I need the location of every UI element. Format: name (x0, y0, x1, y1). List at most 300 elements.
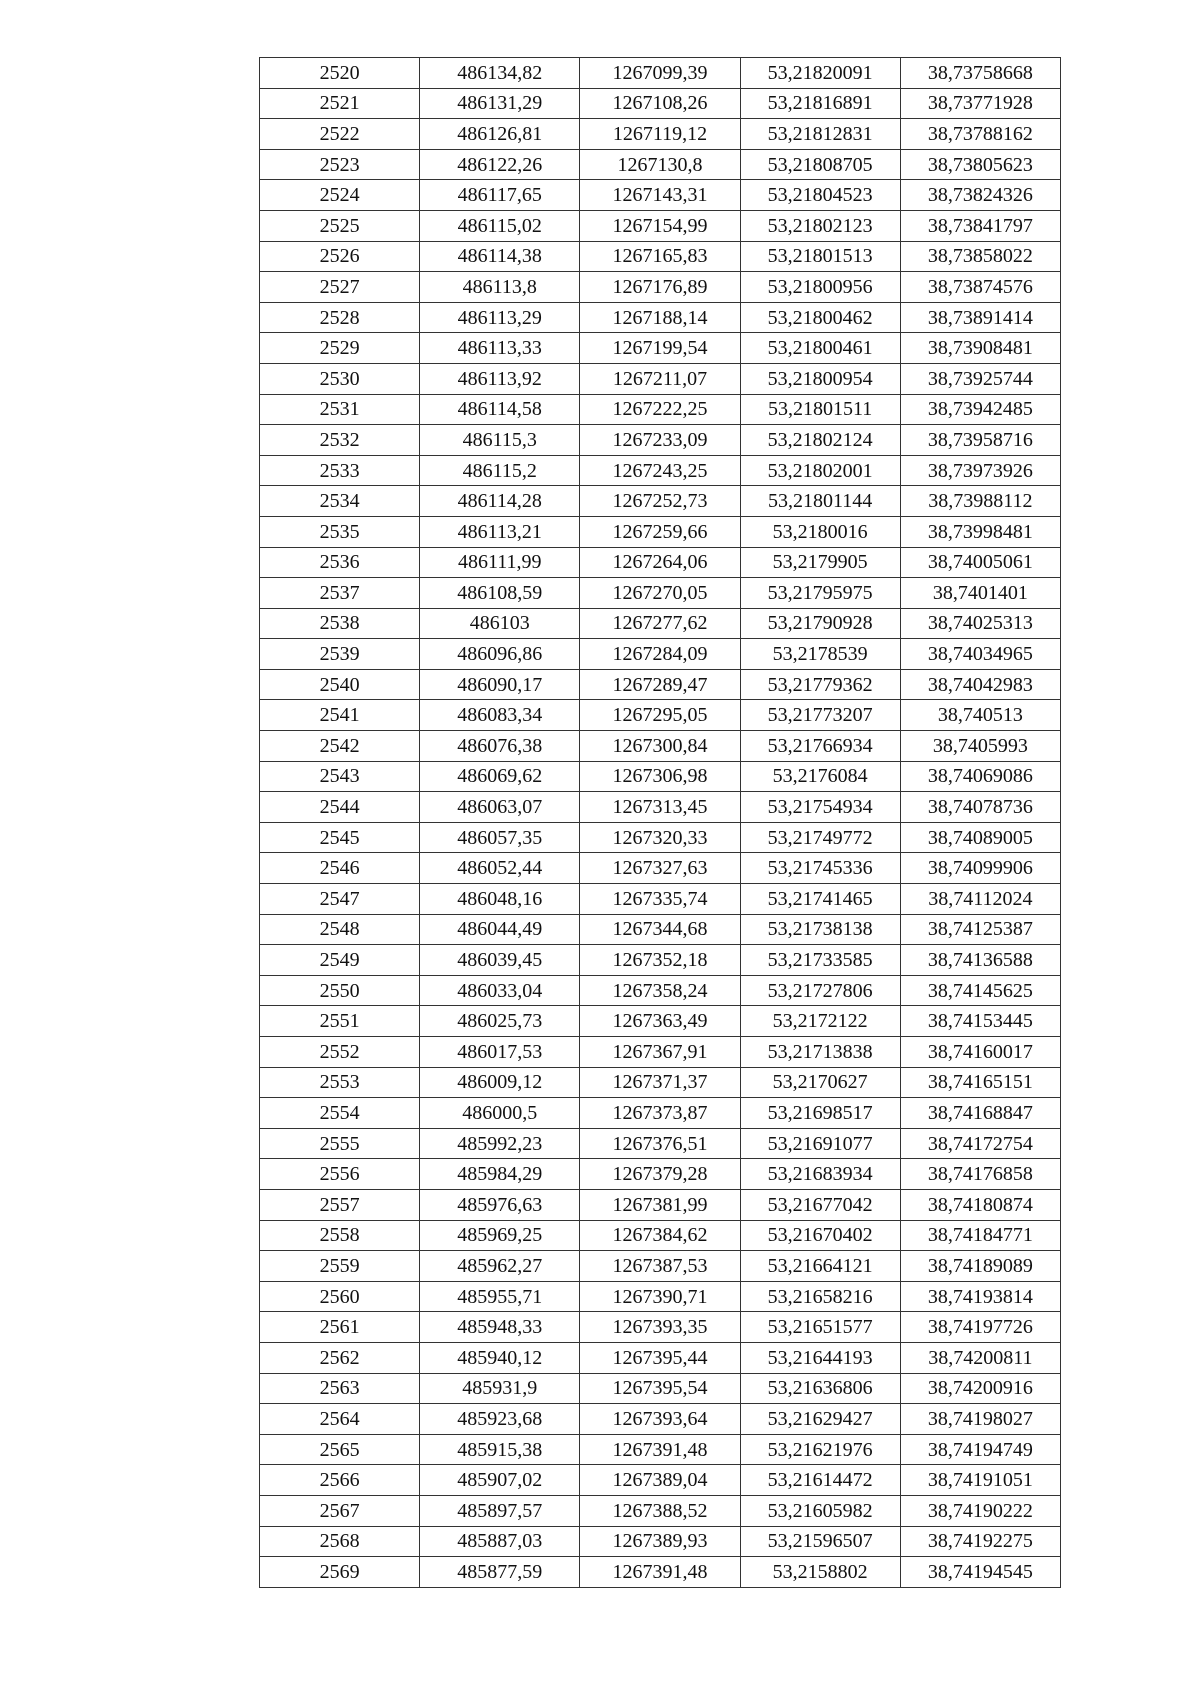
point-number-cell: 2561 (260, 1312, 420, 1343)
point-number-cell: 2568 (260, 1526, 420, 1557)
latitude-cell: 53,21779362 (740, 669, 900, 700)
point-number-cell: 2560 (260, 1281, 420, 1312)
longitude-cell: 38,73908481 (900, 333, 1060, 364)
y-coordinate-cell: 1267176,89 (580, 272, 740, 303)
latitude-cell: 53,21670402 (740, 1220, 900, 1251)
point-number-cell: 2530 (260, 363, 420, 394)
longitude-cell: 38,74198027 (900, 1404, 1060, 1435)
point-number-cell: 2534 (260, 486, 420, 517)
latitude-cell: 53,21800954 (740, 363, 900, 394)
latitude-cell: 53,2172122 (740, 1006, 900, 1037)
longitude-cell: 38,74176858 (900, 1159, 1060, 1190)
y-coordinate-cell: 1267379,28 (580, 1159, 740, 1190)
y-coordinate-cell: 1267259,66 (580, 516, 740, 547)
longitude-cell: 38,73958716 (900, 425, 1060, 456)
point-number-cell: 2558 (260, 1220, 420, 1251)
table-row (260, 700, 1061, 731)
y-coordinate-cell: 1267390,71 (580, 1281, 740, 1312)
y-coordinate-cell: 1267358,24 (580, 975, 740, 1006)
y-coordinate-cell: 1267352,18 (580, 945, 740, 976)
point-number-cell: 2527 (260, 272, 420, 303)
point-number-cell: 2524 (260, 180, 420, 211)
latitude-cell: 53,21802124 (740, 425, 900, 456)
x-coordinate-cell: 486009,12 (420, 1067, 580, 1098)
y-coordinate-cell: 1267320,33 (580, 822, 740, 853)
point-number-cell: 2539 (260, 639, 420, 670)
x-coordinate-cell: 485940,12 (420, 1342, 580, 1373)
point-number-cell: 2546 (260, 853, 420, 884)
y-coordinate-cell: 1267395,54 (580, 1373, 740, 1404)
x-coordinate-cell: 486114,38 (420, 241, 580, 272)
longitude-cell: 38,74112024 (900, 884, 1060, 915)
table-row (260, 945, 1061, 976)
longitude-cell: 38,74184771 (900, 1220, 1060, 1251)
x-coordinate-cell: 486000,5 (420, 1098, 580, 1129)
y-coordinate-cell: 1267295,05 (580, 700, 740, 731)
point-number-cell: 2554 (260, 1098, 420, 1129)
y-coordinate-cell: 1267233,09 (580, 425, 740, 456)
point-number-cell: 2525 (260, 210, 420, 241)
point-number-cell: 2540 (260, 669, 420, 700)
latitude-cell: 53,21812831 (740, 119, 900, 150)
y-coordinate-cell: 1267108,26 (580, 88, 740, 119)
x-coordinate-cell: 486044,49 (420, 914, 580, 945)
latitude-cell: 53,21651577 (740, 1312, 900, 1343)
latitude-cell: 53,21804523 (740, 180, 900, 211)
table-row (260, 578, 1061, 609)
x-coordinate-cell: 486115,02 (420, 210, 580, 241)
latitude-cell: 53,21801144 (740, 486, 900, 517)
point-number-cell: 2552 (260, 1037, 420, 1068)
table-row (260, 914, 1061, 945)
longitude-cell: 38,74200811 (900, 1342, 1060, 1373)
x-coordinate-cell: 486126,81 (420, 119, 580, 150)
table-row (260, 639, 1061, 670)
point-number-cell: 2521 (260, 88, 420, 119)
x-coordinate-cell: 486122,26 (420, 149, 580, 180)
point-number-cell: 2565 (260, 1434, 420, 1465)
y-coordinate-cell: 1267395,44 (580, 1342, 740, 1373)
x-coordinate-cell: 486114,28 (420, 486, 580, 517)
longitude-cell: 38,74089005 (900, 822, 1060, 853)
latitude-cell: 53,21629427 (740, 1404, 900, 1435)
y-coordinate-cell: 1267381,99 (580, 1189, 740, 1220)
point-number-cell: 2523 (260, 149, 420, 180)
latitude-cell: 53,21677042 (740, 1189, 900, 1220)
longitude-cell: 38,7401401 (900, 578, 1060, 609)
x-coordinate-cell: 486069,62 (420, 761, 580, 792)
coordinates-table (259, 57, 1061, 1588)
x-coordinate-cell: 485931,9 (420, 1373, 580, 1404)
table-row (260, 761, 1061, 792)
longitude-cell: 38,74180874 (900, 1189, 1060, 1220)
y-coordinate-cell: 1267367,91 (580, 1037, 740, 1068)
longitude-cell: 38,73858022 (900, 241, 1060, 272)
longitude-cell: 38,74194749 (900, 1434, 1060, 1465)
point-number-cell: 2545 (260, 822, 420, 853)
point-number-cell: 2566 (260, 1465, 420, 1496)
y-coordinate-cell: 1267363,49 (580, 1006, 740, 1037)
table-row (260, 853, 1061, 884)
table-row (260, 1159, 1061, 1190)
latitude-cell: 53,21745336 (740, 853, 900, 884)
point-number-cell: 2551 (260, 1006, 420, 1037)
latitude-cell: 53,21636806 (740, 1373, 900, 1404)
table-row (260, 180, 1061, 211)
point-number-cell: 2557 (260, 1189, 420, 1220)
latitude-cell: 53,21741465 (740, 884, 900, 915)
x-coordinate-cell: 486117,65 (420, 180, 580, 211)
longitude-cell: 38,73805623 (900, 149, 1060, 180)
x-coordinate-cell: 486115,3 (420, 425, 580, 456)
table-row (260, 88, 1061, 119)
latitude-cell: 53,21621976 (740, 1434, 900, 1465)
table-row (260, 975, 1061, 1006)
longitude-cell: 38,74172754 (900, 1128, 1060, 1159)
table-row (260, 792, 1061, 823)
x-coordinate-cell: 486113,33 (420, 333, 580, 364)
latitude-cell: 53,21691077 (740, 1128, 900, 1159)
latitude-cell: 53,21605982 (740, 1495, 900, 1526)
latitude-cell: 53,21713838 (740, 1037, 900, 1068)
x-coordinate-cell: 486025,73 (420, 1006, 580, 1037)
table-row (260, 210, 1061, 241)
x-coordinate-cell: 486090,17 (420, 669, 580, 700)
table-row (260, 1037, 1061, 1068)
y-coordinate-cell: 1267222,25 (580, 394, 740, 425)
x-coordinate-cell: 486113,8 (420, 272, 580, 303)
latitude-cell: 53,21738138 (740, 914, 900, 945)
x-coordinate-cell: 486115,2 (420, 455, 580, 486)
table-row (260, 1526, 1061, 1557)
x-coordinate-cell: 486134,82 (420, 58, 580, 89)
x-coordinate-cell: 486114,58 (420, 394, 580, 425)
point-number-cell: 2559 (260, 1251, 420, 1282)
y-coordinate-cell: 1267373,87 (580, 1098, 740, 1129)
y-coordinate-cell: 1267289,47 (580, 669, 740, 700)
longitude-cell: 38,74153445 (900, 1006, 1060, 1037)
x-coordinate-cell: 485948,33 (420, 1312, 580, 1343)
table-row (260, 394, 1061, 425)
latitude-cell: 53,2180016 (740, 516, 900, 547)
table-row (260, 1128, 1061, 1159)
longitude-cell: 38,74034965 (900, 639, 1060, 670)
y-coordinate-cell: 1267391,48 (580, 1434, 740, 1465)
longitude-cell: 38,73973926 (900, 455, 1060, 486)
y-coordinate-cell: 1267384,62 (580, 1220, 740, 1251)
latitude-cell: 53,21766934 (740, 731, 900, 762)
table-row (260, 731, 1061, 762)
latitude-cell: 53,21683934 (740, 1159, 900, 1190)
latitude-cell: 53,21754934 (740, 792, 900, 823)
point-number-cell: 2543 (260, 761, 420, 792)
latitude-cell: 53,21800461 (740, 333, 900, 364)
point-number-cell: 2528 (260, 302, 420, 333)
table-row (260, 149, 1061, 180)
y-coordinate-cell: 1267387,53 (580, 1251, 740, 1282)
x-coordinate-cell: 485992,23 (420, 1128, 580, 1159)
latitude-cell: 53,21802123 (740, 210, 900, 241)
x-coordinate-cell: 485969,25 (420, 1220, 580, 1251)
point-number-cell: 2569 (260, 1557, 420, 1588)
y-coordinate-cell: 1267119,12 (580, 119, 740, 150)
longitude-cell: 38,73988112 (900, 486, 1060, 517)
table-row (260, 547, 1061, 578)
longitude-cell: 38,73771928 (900, 88, 1060, 119)
table-row (260, 1404, 1061, 1435)
x-coordinate-cell: 486113,92 (420, 363, 580, 394)
latitude-cell: 53,21644193 (740, 1342, 900, 1373)
latitude-cell: 53,21698517 (740, 1098, 900, 1129)
longitude-cell: 38,73998481 (900, 516, 1060, 547)
longitude-cell: 38,73942485 (900, 394, 1060, 425)
y-coordinate-cell: 1267376,51 (580, 1128, 740, 1159)
table-row (260, 486, 1061, 517)
x-coordinate-cell: 486033,04 (420, 975, 580, 1006)
point-number-cell: 2526 (260, 241, 420, 272)
y-coordinate-cell: 1267327,63 (580, 853, 740, 884)
table-row (260, 1465, 1061, 1496)
point-number-cell: 2542 (260, 731, 420, 762)
x-coordinate-cell: 485923,68 (420, 1404, 580, 1435)
longitude-cell: 38,74192275 (900, 1526, 1060, 1557)
table-row (260, 1434, 1061, 1465)
table-row (260, 1342, 1061, 1373)
longitude-cell: 38,74099906 (900, 853, 1060, 884)
table-row (260, 119, 1061, 150)
longitude-cell: 38,73925744 (900, 363, 1060, 394)
table-row (260, 1067, 1061, 1098)
longitude-cell: 38,74197726 (900, 1312, 1060, 1343)
longitude-cell: 38,74125387 (900, 914, 1060, 945)
table-row (260, 241, 1061, 272)
longitude-cell: 38,74191051 (900, 1465, 1060, 1496)
x-coordinate-cell: 486039,45 (420, 945, 580, 976)
latitude-cell: 53,21820091 (740, 58, 900, 89)
latitude-cell: 53,21733585 (740, 945, 900, 976)
longitude-cell: 38,74194545 (900, 1557, 1060, 1588)
table-row (260, 1251, 1061, 1282)
longitude-cell: 38,73788162 (900, 119, 1060, 150)
latitude-cell: 53,21727806 (740, 975, 900, 1006)
y-coordinate-cell: 1267188,14 (580, 302, 740, 333)
point-number-cell: 2549 (260, 945, 420, 976)
y-coordinate-cell: 1267165,83 (580, 241, 740, 272)
x-coordinate-cell: 486017,53 (420, 1037, 580, 1068)
latitude-cell: 53,21773207 (740, 700, 900, 731)
longitude-cell: 38,74145625 (900, 975, 1060, 1006)
latitude-cell: 53,21808705 (740, 149, 900, 180)
point-number-cell: 2522 (260, 119, 420, 150)
latitude-cell: 53,21800956 (740, 272, 900, 303)
longitude-cell: 38,73891414 (900, 302, 1060, 333)
y-coordinate-cell: 1267252,73 (580, 486, 740, 517)
table-row (260, 1557, 1061, 1588)
y-coordinate-cell: 1267300,84 (580, 731, 740, 762)
y-coordinate-cell: 1267284,09 (580, 639, 740, 670)
point-number-cell: 2531 (260, 394, 420, 425)
point-number-cell: 2553 (260, 1067, 420, 1098)
latitude-cell: 53,21790928 (740, 608, 900, 639)
x-coordinate-cell: 486052,44 (420, 853, 580, 884)
table-row (260, 363, 1061, 394)
y-coordinate-cell: 1267313,45 (580, 792, 740, 823)
latitude-cell: 53,21658216 (740, 1281, 900, 1312)
point-number-cell: 2564 (260, 1404, 420, 1435)
table-row (260, 822, 1061, 853)
y-coordinate-cell: 1267243,25 (580, 455, 740, 486)
y-coordinate-cell: 1267344,68 (580, 914, 740, 945)
x-coordinate-cell: 485887,03 (420, 1526, 580, 1557)
latitude-cell: 53,21801513 (740, 241, 900, 272)
x-coordinate-cell: 486103 (420, 608, 580, 639)
point-number-cell: 2556 (260, 1159, 420, 1190)
x-coordinate-cell: 485962,27 (420, 1251, 580, 1282)
table-row (260, 1495, 1061, 1526)
point-number-cell: 2533 (260, 455, 420, 486)
x-coordinate-cell: 485907,02 (420, 1465, 580, 1496)
longitude-cell: 38,73758668 (900, 58, 1060, 89)
table-row (260, 455, 1061, 486)
x-coordinate-cell: 485897,57 (420, 1495, 580, 1526)
point-number-cell: 2535 (260, 516, 420, 547)
table-row (260, 1373, 1061, 1404)
latitude-cell: 53,21802001 (740, 455, 900, 486)
x-coordinate-cell: 486057,35 (420, 822, 580, 853)
longitude-cell: 38,74078736 (900, 792, 1060, 823)
x-coordinate-cell: 486131,29 (420, 88, 580, 119)
point-number-cell: 2536 (260, 547, 420, 578)
table-row (260, 272, 1061, 303)
x-coordinate-cell: 486113,21 (420, 516, 580, 547)
latitude-cell: 53,21816891 (740, 88, 900, 119)
y-coordinate-cell: 1267391,48 (580, 1557, 740, 1588)
x-coordinate-cell: 485955,71 (420, 1281, 580, 1312)
x-coordinate-cell: 485984,29 (420, 1159, 580, 1190)
longitude-cell: 38,7405993 (900, 731, 1060, 762)
y-coordinate-cell: 1267270,05 (580, 578, 740, 609)
coordinates-table-body (260, 58, 1061, 1588)
x-coordinate-cell: 486083,34 (420, 700, 580, 731)
x-coordinate-cell: 486063,07 (420, 792, 580, 823)
latitude-cell: 53,2179905 (740, 547, 900, 578)
y-coordinate-cell: 1267306,98 (580, 761, 740, 792)
x-coordinate-cell: 485976,63 (420, 1189, 580, 1220)
x-coordinate-cell: 486096,86 (420, 639, 580, 670)
y-coordinate-cell: 1267389,04 (580, 1465, 740, 1496)
latitude-cell: 53,21801511 (740, 394, 900, 425)
longitude-cell: 38,74165151 (900, 1067, 1060, 1098)
y-coordinate-cell: 1267199,54 (580, 333, 740, 364)
table-row (260, 608, 1061, 639)
latitude-cell: 53,21614472 (740, 1465, 900, 1496)
latitude-cell: 53,2176084 (740, 761, 900, 792)
x-coordinate-cell: 485915,38 (420, 1434, 580, 1465)
latitude-cell: 53,21795975 (740, 578, 900, 609)
table-row (260, 516, 1061, 547)
longitude-cell: 38,74193814 (900, 1281, 1060, 1312)
latitude-cell: 53,2178539 (740, 639, 900, 670)
table-row (260, 302, 1061, 333)
y-coordinate-cell: 1267277,62 (580, 608, 740, 639)
x-coordinate-cell: 486076,38 (420, 731, 580, 762)
table-row (260, 1220, 1061, 1251)
y-coordinate-cell: 1267393,64 (580, 1404, 740, 1435)
y-coordinate-cell: 1267389,93 (580, 1526, 740, 1557)
longitude-cell: 38,740513 (900, 700, 1060, 731)
point-number-cell: 2567 (260, 1495, 420, 1526)
table-row (260, 333, 1061, 364)
table-row (260, 1006, 1061, 1037)
longitude-cell: 38,74168847 (900, 1098, 1060, 1129)
x-coordinate-cell: 486113,29 (420, 302, 580, 333)
y-coordinate-cell: 1267154,99 (580, 210, 740, 241)
longitude-cell: 38,73824326 (900, 180, 1060, 211)
latitude-cell: 53,2158802 (740, 1557, 900, 1588)
latitude-cell: 53,21664121 (740, 1251, 900, 1282)
y-coordinate-cell: 1267130,8 (580, 149, 740, 180)
y-coordinate-cell: 1267335,74 (580, 884, 740, 915)
latitude-cell: 53,21800462 (740, 302, 900, 333)
longitude-cell: 38,74136588 (900, 945, 1060, 976)
point-number-cell: 2538 (260, 608, 420, 639)
x-coordinate-cell: 485877,59 (420, 1557, 580, 1588)
y-coordinate-cell: 1267211,07 (580, 363, 740, 394)
longitude-cell: 38,74005061 (900, 547, 1060, 578)
point-number-cell: 2563 (260, 1373, 420, 1404)
x-coordinate-cell: 486048,16 (420, 884, 580, 915)
longitude-cell: 38,74069086 (900, 761, 1060, 792)
longitude-cell: 38,73841797 (900, 210, 1060, 241)
longitude-cell: 38,74200916 (900, 1373, 1060, 1404)
table-row (260, 58, 1061, 89)
point-number-cell: 2555 (260, 1128, 420, 1159)
y-coordinate-cell: 1267264,06 (580, 547, 740, 578)
point-number-cell: 2544 (260, 792, 420, 823)
point-number-cell: 2520 (260, 58, 420, 89)
point-number-cell: 2548 (260, 914, 420, 945)
point-number-cell: 2550 (260, 975, 420, 1006)
point-number-cell: 2537 (260, 578, 420, 609)
longitude-cell: 38,74189089 (900, 1251, 1060, 1282)
x-coordinate-cell: 486108,59 (420, 578, 580, 609)
point-number-cell: 2562 (260, 1342, 420, 1373)
y-coordinate-cell: 1267099,39 (580, 58, 740, 89)
y-coordinate-cell: 1267143,31 (580, 180, 740, 211)
y-coordinate-cell: 1267371,37 (580, 1067, 740, 1098)
latitude-cell: 53,21749772 (740, 822, 900, 853)
table-row (260, 1312, 1061, 1343)
latitude-cell: 53,2170627 (740, 1067, 900, 1098)
table-row (260, 1189, 1061, 1220)
x-coordinate-cell: 486111,99 (420, 547, 580, 578)
longitude-cell: 38,73874576 (900, 272, 1060, 303)
table-row (260, 1281, 1061, 1312)
point-number-cell: 2529 (260, 333, 420, 364)
y-coordinate-cell: 1267388,52 (580, 1495, 740, 1526)
longitude-cell: 38,74160017 (900, 1037, 1060, 1068)
table-row (260, 1098, 1061, 1129)
longitude-cell: 38,74025313 (900, 608, 1060, 639)
point-number-cell: 2541 (260, 700, 420, 731)
latitude-cell: 53,21596507 (740, 1526, 900, 1557)
point-number-cell: 2547 (260, 884, 420, 915)
longitude-cell: 38,74190222 (900, 1495, 1060, 1526)
y-coordinate-cell: 1267393,35 (580, 1312, 740, 1343)
point-number-cell: 2532 (260, 425, 420, 456)
table-row (260, 669, 1061, 700)
table-row (260, 884, 1061, 915)
